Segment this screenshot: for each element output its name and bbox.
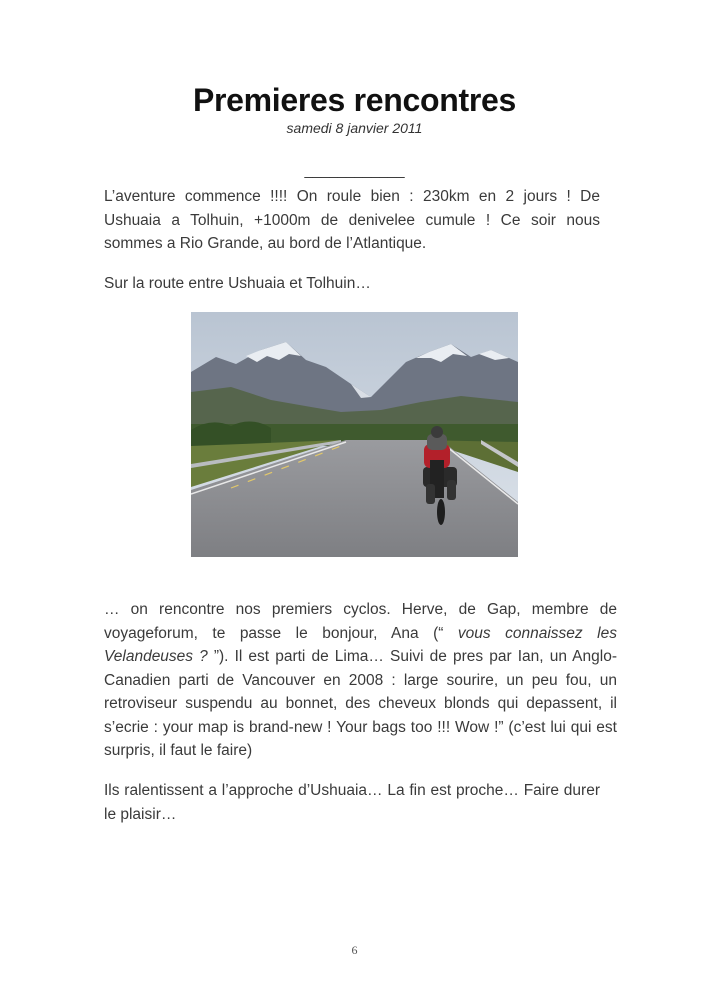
- cyclist-photo: [191, 312, 518, 557]
- paragraph-encounter-start: … on rencontre nos premiers cyclos. Herve, de Gap, membre de voyageforum, te passe le bonjour, Ana (“: [104, 601, 617, 642]
- paragraph-encounter-quote: vous connaissez les Velandeuses ?: [104, 624, 617, 665]
- separator-line: ____________: [304, 162, 405, 179]
- paragraph-encounter-end: ”). Il est parti de Lima… Suivi de pres par Ian, un Anglo-Canadien parti de Vancouver en 2008 : large sourire, un peu fou, un retroviseur suspendu au bonnet, des cheveux blonds qui depassent, il s’ecrie : your map is brand-new ! Your bags too !!! Wow !” (c’est lui qui est surpris, il faut le faire): [104, 648, 617, 759]
- paragraph-closing: Ils ralentissent a l’approche d’Ushuaia… La fin est proche… Faire durer le plaisir…: [104, 782, 600, 823]
- post-date: samedi 8 janvier 2011: [286, 120, 423, 136]
- paragraph-encounter: [104, 598, 617, 763]
- page-number: 6: [351, 943, 358, 957]
- paragraph-route: Sur la route entre Ushuaia et Tolhuin…: [104, 275, 371, 292]
- paragraph-intro: L’aventure commence !!!! On roule bien : 230km en 2 jours ! De Ushuaia a Tolhuin, +1000m de denivelee cumule ! Ce soir nous sommes a Rio Grande, au bord de l’Atlantique.: [104, 188, 600, 252]
- page-title: Premieres rencontres: [192, 82, 517, 118]
